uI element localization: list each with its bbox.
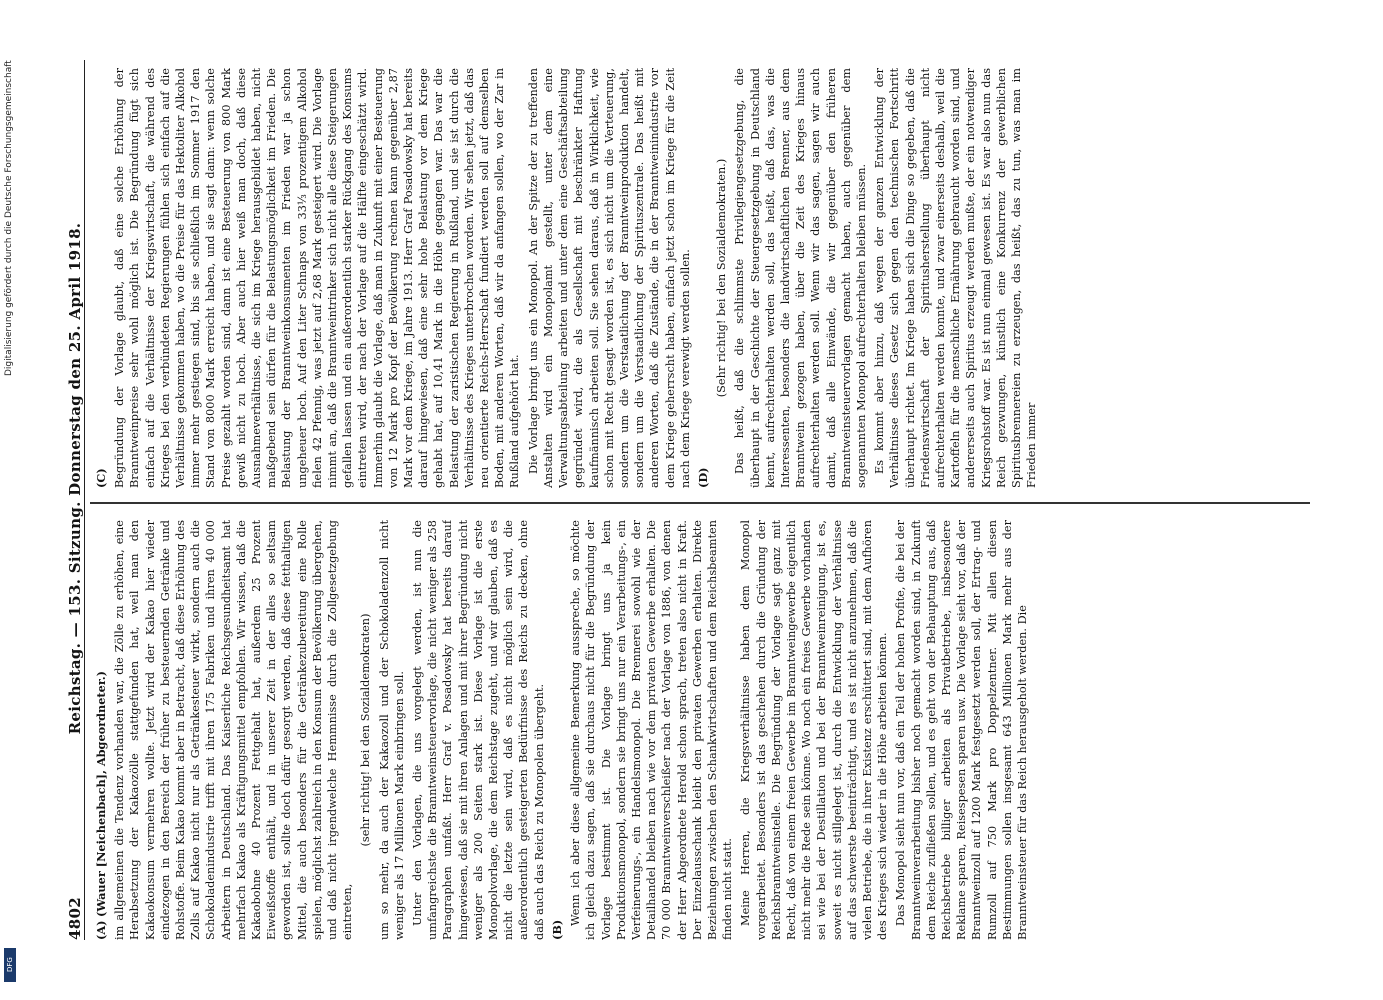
digitization-credit: Digitalisierung gefördert durch die Deutsche Forschungsgemeinschaft (4, 60, 14, 376)
page-number: 4802 (66, 897, 84, 940)
paragraph: Meine Herren, die Kriegsverhältnisse haben dem Monopol vorgearbeitet. Besonders ist das geschehen durch die Gründung der Reichsbranntweinstelle. Die Begründung der Vorlage sagt ganz mit Recht, daß von einem freien Gewerbe im Branntweingewerbe eigentlich nicht mehr die Rede sein könne. Wo noch ein freies Gewerbe vorhanden sei wie bei der Destillation und bei der Branntweinreinigung, ist es, soweit es nicht stillgelegt ist, durch die Entwicklung der Verhältnisse auf das schwerste beeinträchtigt, und es ist nicht anzunehmen, daß die vielen Betriebe, die in ihrer Existenz erschüttert sind, mit dem Aufhören des Krieges sich wieder in die Höhe arbeiten können. (739, 520, 890, 940)
paragraph: Das heißt, daß die schlimmste Privilegiengesetzgebung, die überhaupt in der Geschichte der Steuergesetzgebung in Deutschland kennt, aufrechterhalten werden soll, das heißt, daß das, was die Interessenten, besonders die landwirtschaftlichen Brenner, aus dem Branntwein gezogen haben, über die Zeit des Krieges hinaus aufrechterhalten werden soll. Wenn wir das sagen, sagen wir auch damit, daß alle Einwände, die wir gegenüber den früheren Branntweinsteuervorlagen gemacht haben, auch gegenüber dem sogenannten Monopol aufrechterhalten bleiben müssen. (733, 68, 868, 488)
interjection: (sehr richtig! bei den Sozialdemokraten) (359, 613, 373, 847)
interjection: (Sehr richtig! bei den Sozialdemokraten.) (715, 158, 729, 398)
margin-marker-b: (B) (549, 919, 564, 940)
margin-marker-d: (D) (695, 467, 710, 488)
margin-marker-a: (A) (94, 920, 108, 940)
dfg-logo: DFG (4, 948, 16, 982)
page-title: Reichstag. — 153. Sitzung. Donnerstag den 25. April 1918. (66, 222, 84, 735)
paragraph: Es kommt aber hinzu, daß wegen der ganzen Entwicklung der Verhältnisse dieses Gesetz sich gegen den technischen Fortschritt überhaupt richtet. Im Kriege haben sich die Dinge so gegeben, daß die Friedenswirtschaft der Spiritusherstellung überhaupt nicht aufrechterhalten werden konnte, und zwar einerseits deshalb, weil die Kartoffeln für die menschliche Ernährung gebraucht worden sind, und andererseits auch Spiritus erzeugt werden mußte, der ein notwendiger Kriegsrohstoff war. Es ist nun einmal gewesen ist. Es war also nun das Reich gezwungen, künstlich eine Konkurrenz der gewerblichen Spiritusbrennereien zu erzeugen, das heißt, das zu tun, was man im Frieden immer (873, 68, 1039, 488)
column-divider (90, 503, 1310, 505)
paragraph: Unter den Vorlagen, die uns vorgelegt werden, ist nun die umfangreichste die Branntweinsteuervorlage, die nicht weniger als 258 Paragraphen umfaßt. Herr Graf v. Posadowsky hat bereits darauf hingewiesen, daß sie mit ihren Anlagen und mit ihrer Begründung nicht weniger als 200 Seiten stark ist. Diese Vorlage ist die erste Monopolvorlage, die dem Reichstage zugeht, und wir glauben, daß es nicht die letzte sein wird, daß es nicht möglich sein wird, die außerordentlich gesteigerten Bedürfnisse des Reichs zu decken, ohne daß auch das Reich zu Monopolen übergeht. (411, 520, 546, 940)
margin-marker-c: (C) (94, 468, 108, 488)
rotated-page-frame (60, 60, 1320, 940)
right-column (94, 68, 1304, 488)
paragraph: Wenn ich aber diese allgemeine Bemerkung ausspreche, so möchte ich gleich dazu sagen, daß sie durchaus nicht für die Begründung der Vorlage bestimmt ist. Die Vorlage bringt uns ja kein Produktionsmonopol, sondern sie bringt uns nur ein Verarbeitungs-, ein Verfeinerungs-, ein Handelsmonopol. Die Brennerei sowohl wie der Detailhandel bleiben nach wie vor dem privaten Gewerbe erhalten. Die 70 000 Branntweinverschleißer nach der Vorlage von 1886, von denen der Herr Abgeordnete Herold schon sprach, treten also nicht in Kraft. Der Einzelausschank bleibt den privaten Gewerben erhalten. Direkte Beziehungen zwischen den Schankwirtschaften und dem Reichsbeamten finden nicht statt. (569, 520, 735, 940)
paragraph: Die Vorlage bringt uns ein Monopol. An der Spitze der zu treffenden Anstalten wird ein Monopolamt gestellt, unter dem eine Verwaltungsabteilung arbeiten und unter dem eine Geschäftsabteilung gegründet wird, die als Gesellschaft mit beschränkter Haftung kaufmännisch arbeiten soll. Sie sehen daraus, daß in Wirklichkeit, wie schon mit Recht gesagt worden ist, es sich nicht um die Verteuerung, sondern um die Verstaatlichung der Branntweinproduktion handelt, sondern um die Verstaatlichung der Spirituszentrale. Das heißt mit anderen Worten, daß die Zustände, die in der Branntweinindustrie vor dem Kriege geherrscht haben, einfach jetzt schon im Kriege für die Zeit nach dem Kriege verewigt werden sollen. (526, 68, 692, 488)
paragraph: Begründung der Vorlage glaubt, daß eine solche Erhöhung der Branntweinpreise sehr wohl möglich ist. Die Begründung fügt sich einfach auf die Verhältnisse der Kriegswirtschaft, die während des Krieges bei den verbündeten Regierungen fühlen sich einfach auf die Verhältnisse gekommen haben, wo die Preise für das Hektoliter Alkohol immer mehr gestiegen sind, bis sie schließlich im Sommer 1917 den Stand von 8000 Mark erreicht haben, und sie sagt dann: wenn solche Preise gezahlt worden sind, dann ist eine Besteuerung von 800 Mark gewiß nicht zu hoch. Aber auch hier weiß man doch, daß diese Ausnahmeverhältnisse, die sich im Kriege herausgebildet haben, nicht maßgebend sein dürfen für die Belastungsmöglichkeit im Frieden. Die Belastung der Branntweinkonsumenten im Frieden war ja schon ungeheuer hoch. Auf den Liter Schnaps von 33⅓ prozentigem Alkohol fielen 42 Pfennig, was jetzt auf 2,68 Mark gesteigert wird. Die Vorlage nimmt an, daß die Branntweintrinker sich nicht alle diese Steigerungen gefallen lassen und ein außerordentlich starker Rückgang des Konsums eintreten wird, der nach der Vorlage auf die Hälfte eingeschätzt wird. Immerhin glaubt die Vorlage, daß man in Zukunft mit einer Besteuerung von 12 Mark pro Kopf der Bevölkerung rechnen kann gegenüber 2,87 Mark vor dem Kriege, im Jahre 1913. Herr Graf Posadowsky hat bereits darauf hingewiesen, daß eine sehr hohe Belastung vor dem Kriege gehabt hat, auf 10,41 Mark in die Höhe gegangen war. Das war die Belastung der zaristischen Regierung in Rußland, und sie ist durch die Verhältnisse des Krieges unterbrochen worden. Wir sehen jetzt, daß das neu orientierte Reichs-Herrschaft fundiert werden soll auf demselben Boden, mit anderen Worten, daß wir da anfangen sollen, wo der Zar in Rußland aufgehört hat. (113, 68, 522, 488)
speaker-line: (A) (Wauer [Neichenbach], Abgeordneter.) (94, 670, 108, 940)
paragraph: Das Monopol sieht nun vor, daß ein Teil der hohen Profite, die bei der Branntweinverarbeitung bisher noch gemacht worden sind, in Zukunft dem Reiche zufließen sollen, und es geht von der Behauptung aus, daß Reichsbetriebe billiger arbeiten als Privatbetriebe, insbesondere Reklame sparen, Reisespesen sparen usw. Die Vorlage sieht vor, daß der Branntweinzoll auf 1200 Mark festgesetzt werden soll, der Ertrag- und Rumzoll auf 750 Mark pro Doppelzentner. Mit allen diesen Bestimmungen sollen insgesamt 643 Millionen Mark mehr aus der Branntweinsteuer für das Reich herausgeholt werden. Die (894, 520, 1029, 940)
left-column (94, 520, 1304, 940)
paragraph: um so mehr, da auch der Kakaozoll und der Schokoladenzoll nicht weniger als 17 Millionen Mark einbringen soll. (377, 520, 406, 940)
paragraph: im allgemeinen die Tendenz vorhanden war, die Zölle zu erhöhen, eine Herabsetzung der Kakaozölle stattgefunden hat, weil man den Kakaokonsum vermehren wollte. Jetzt wird der Kakao hier wieder eindezogen in den Bereich der früher zu besteuernden Getränke und Rohstoffe. Beim Kakao kommt aber in Betracht, daß diese Erhöhung des Zolls auf Kakao nicht nur als Getränkesteuer wirkt, sondern auch die Schokoladenindustrie trifft mit ihren 175 Fabriken und ihren 40 000 Arbeitern in Deutschland. Das Kaiserliche Reichsgesundheitsamt hat mehrfach Kakao als Kräftigungsmittel empfohlen. Wir wissen, daß die Kakaobohne 40 Prozent Fettgehalt hat, außerdem 25 Prozent Eiweißstoffe enthält, und in unserer Zeit in der alles so seltsam geworden ist, sollte doch dafür gesorgt werden, daß diese fetthaltigen Mittel, die auch besonders für die Getränkezubereitung eine Rolle spielen, möglichst zahlreich in den Konsum der Bevölkerung übergehen, und daß nicht irgendwelche Hemmnisse durch die Zollgesetzgebung eintreten, (113, 520, 355, 940)
rotated-page (60, 60, 1320, 940)
page-header (60, 60, 85, 940)
